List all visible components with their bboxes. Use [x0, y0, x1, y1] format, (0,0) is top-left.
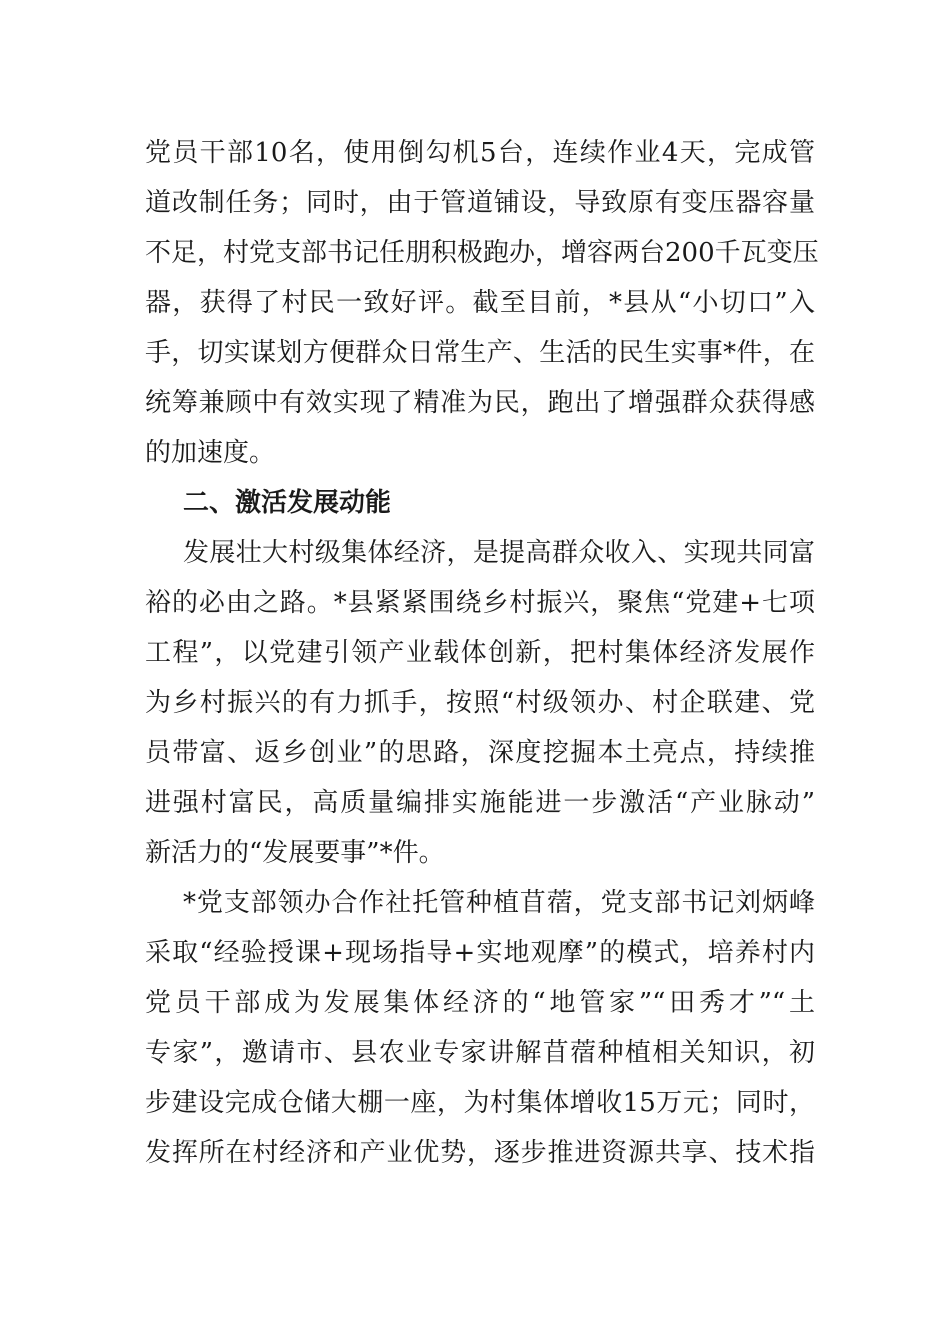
paragraph-2-line-5: 员带富、返乡创业”的思路，深度挖掘本土亮点，持续推: [145, 738, 815, 768]
paragraph-2-line-6: 进强村富民，高质量编排实施能进一步激活“产业脉动”: [145, 788, 815, 818]
paragraph-2-line-3: 工程”，以党建引领产业载体创新，把村集体经济发展作: [145, 638, 815, 668]
section-heading: 二、激活发展动能: [183, 488, 392, 518]
paragraph-3-line-5: 步建设完成仓储大棚一座，为村集体增收15万元；同时，: [145, 1088, 815, 1118]
paragraph-3-line-6: 发挥所在村经济和产业优势，逐步推进资源共享、技术指: [145, 1138, 815, 1168]
paragraph-1-line-6: 统筹兼顾中有效实现了精准为民，跑出了增强群众获得感: [145, 388, 815, 418]
paragraph-2-line-2: 裕的必由之路。*县紧紧围绕乡村振兴，聚焦“党建+七项: [145, 588, 815, 618]
paragraph-2-line-7: 新活力的“发展要事”*件。: [145, 838, 445, 868]
paragraph-1-line-4: 器，获得了村民一致好评。截至目前，*县从“小切口”入: [145, 288, 815, 318]
paragraph-3-line-4: 专家”，邀请市、县农业专家讲解苜蓿种植相关知识，初: [145, 1038, 815, 1068]
paragraph-3-line-2: 采取“经验授课+现场指导+实地观摩”的模式，培养村内: [145, 938, 815, 968]
paragraph-2-line-4: 为乡村振兴的有力抓手，按照“村级领办、村企联建、党: [145, 688, 815, 718]
paragraph-1-line-7: 的加速度。: [145, 438, 276, 468]
paragraph-2-line-1: 发展壮大村级集体经济，是提高群众收入、实现共同富: [183, 538, 815, 568]
paragraph-1-line-5: 手，切实谋划方便群众日常生产、生活的民生实事*件，在: [145, 338, 815, 368]
paragraph-3-line-3: 党员干部成为发展集体经济的“地管家”“田秀才”“土: [145, 988, 815, 1018]
paragraph-1-line-1: 党员干部10名，使用倒勾机5台，连续作业4天，完成管: [145, 138, 815, 168]
paragraph-3-line-1: *党支部领办合作社托管种植苜蓿，党支部书记刘炳峰: [183, 888, 815, 918]
paragraph-1-line-2: 道改制任务；同时，由于管道铺设，导致原有变压器容量: [145, 188, 815, 218]
paragraph-1-line-3: 不足，村党支部书记任朋积极跑办，增容两台200千瓦变压: [145, 238, 819, 268]
